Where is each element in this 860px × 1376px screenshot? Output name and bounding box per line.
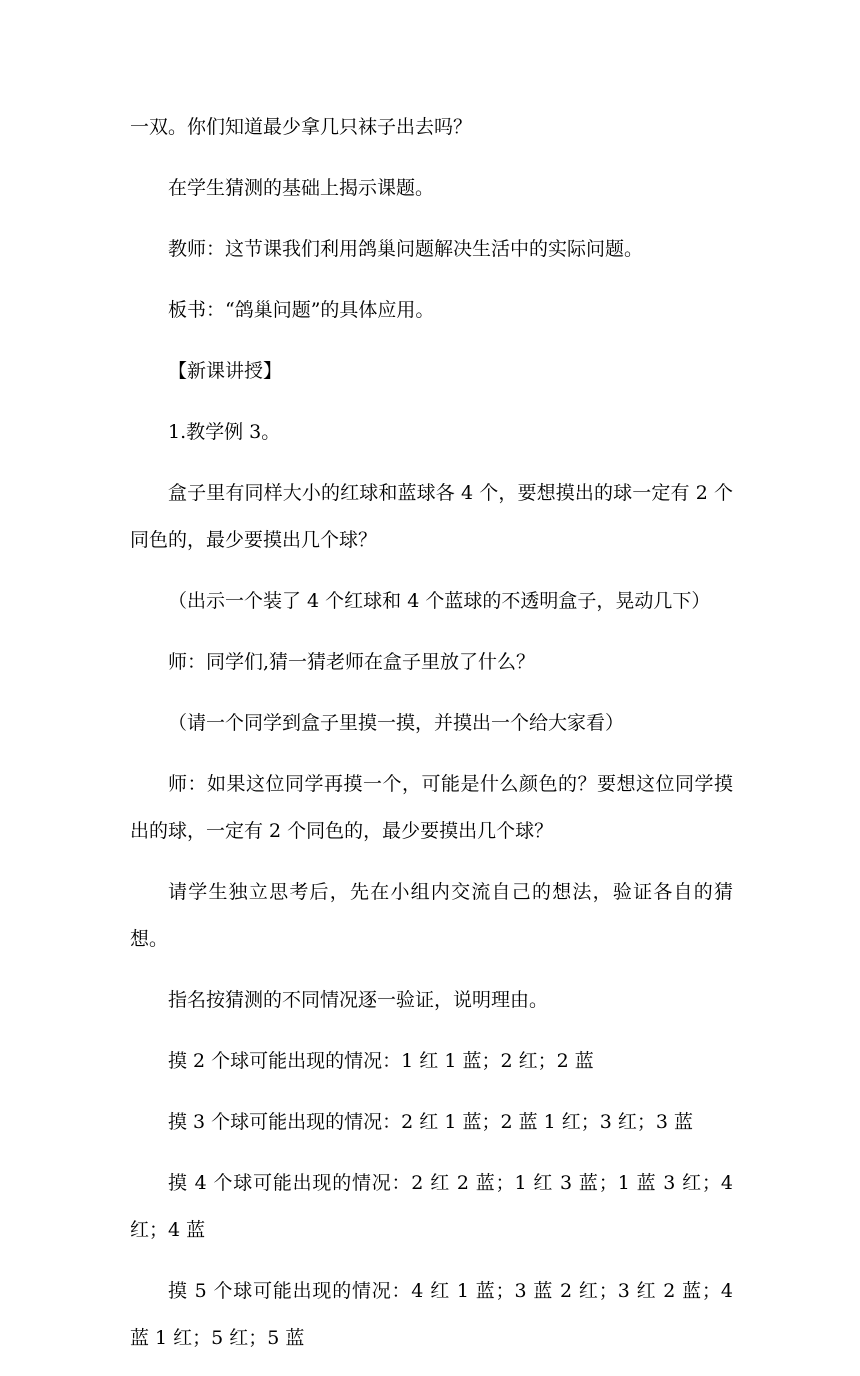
paragraph-verify: 指名按猜测的不同情况逐一验证，说明理由。	[168, 989, 549, 1011]
paragraph-continuation: 一双。你们知道最少拿几只袜子出去吗？	[130, 116, 473, 138]
paragraph-example-problem: 盒子里有同样大小的红球和蓝球各 4 个，要想摸出的球一定有 2 个同色的，最少要摸出几个球？	[130, 482, 733, 551]
paragraph-teacher-question: 师：如果这位同学再摸一个，可能是什么颜色的？要想这位同学摸出的球，一定有 2 个同色的，最少要摸出几个球？	[130, 773, 733, 842]
paragraph-example-title: 1.教学例 3。	[168, 421, 281, 443]
paragraph-group-discussion: 请学生独立思考后，先在小组内交流自己的想法，验证各自的猜想。	[130, 881, 733, 950]
paragraph-student-draw: （请一个同学到盒子里摸一摸，并摸出一个给大家看）	[168, 712, 625, 734]
paragraph-case-3-balls: 摸 3 个球可能出现的情况：2 红 1 蓝；2 蓝 1 红；3 红；3 蓝	[168, 1111, 694, 1133]
section-heading-new-lesson: 【新课讲授】	[168, 360, 283, 382]
paragraph-case-2-balls: 摸 2 个球可能出现的情况：1 红 1 蓝；2 红；2 蓝	[168, 1050, 594, 1072]
paragraph-board-writing: 板书：“鸽巢问题”的具体应用。	[168, 299, 435, 321]
paragraph-reveal-topic: 在学生猜测的基础上揭示课题。	[168, 177, 435, 199]
paragraph-case-5-balls: 摸 5 个球可能出现的情况：4 红 1 蓝；3 蓝 2 红；3 红 2 蓝；4 蓝 1 红；5 红；5 蓝	[130, 1280, 733, 1349]
paragraph-case-4-balls: 摸 4 个球可能出现的情况：2 红 2 蓝；1 红 3 蓝；1 蓝 3 红；4 红；4 蓝	[130, 1172, 733, 1241]
paragraph-show-box: （出示一个装了 4 个红球和 4 个蓝球的不透明盒子，晃动几下）	[168, 590, 711, 612]
document-body	[130, 104, 733, 1376]
paragraph-teacher-intro: 教师：这节课我们利用鸽巢问题解决生活中的实际问题。	[168, 238, 644, 260]
paragraph-teacher-guess: 师：同学们,猜一猜老师在盒子里放了什么？	[168, 651, 536, 673]
